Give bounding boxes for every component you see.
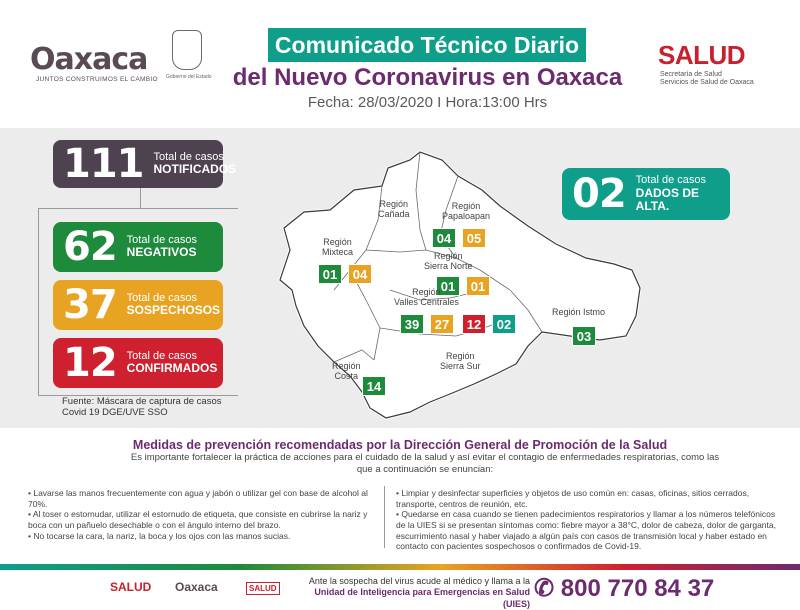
- footer-salud-logo: SALUD: [110, 580, 152, 594]
- phone-icon: ✆: [534, 575, 561, 602]
- region-valles-line1: Región: [412, 287, 441, 297]
- prevention-subtitle: [130, 452, 720, 476]
- discharged-label2: DADOS DE ALTA.: [635, 185, 700, 214]
- footer-line2: Unidad de Inteligencia para Emergencias en Salud (UIES): [314, 587, 530, 609]
- prevention-item: • Limpiar y desinfectar superficies y objetos de uso común en: casas, oficinas, sitios cerrados, transporte, centros de reunión, etc.: [396, 488, 776, 509]
- prevention-item: • Quedarse en casa cuando se tienen padecimientos respiratorios y llamar a los números telefónicos de la UIES si se presentan síntomas como: fiebre mayor a 38°C, dolor de cabeza, dolor de garganta, escurrimiento nasal y haber viajado a algún país con casos de transmisión local y haber estado en contacto con pacientes sospechosos o confirmados de Covid-19.: [396, 509, 776, 552]
- region-costa-line2: Costa: [334, 370, 359, 381]
- discharged-value: 02: [572, 171, 626, 217]
- suspected-card: [53, 280, 223, 330]
- region-sierra-norte-line2: Sierra Norte: [424, 260, 473, 271]
- sierra-norte-suspected-badge: 01: [466, 276, 490, 296]
- suspected-label2: SOSPECHOSOS: [126, 303, 221, 318]
- total-notified-label1: Total de casos: [153, 150, 224, 163]
- total-notified-card: [53, 140, 237, 188]
- istmo-discharged-badge: 03: [572, 326, 596, 346]
- footer-stripe: [0, 564, 800, 570]
- source-note: Fuente: Máscara de captura de casos Covid 19 DGE/UVE SSO: [62, 396, 222, 419]
- prevention-subtitle-line2: que a continuación se enuncian:: [356, 463, 494, 475]
- salud-subtitle-1: Secretaría de Salud: [660, 71, 722, 78]
- state-seal-icon: [172, 30, 202, 70]
- oaxaca-logo: Oaxaca: [30, 42, 148, 77]
- mixteca-negative-badge: 01: [318, 264, 342, 284]
- prevention-right-list: [396, 488, 776, 552]
- confirmed-card: [53, 338, 223, 388]
- oaxaca-tagline: JUNTOS CONSTRUIMOS EL CAMBIO: [36, 76, 158, 83]
- prevention-subtitle-line1: Es importante fortalecer la práctica de acciones para el cuidado de la salud y así evitar el contagio de enfermedades respiratorias, como las: [130, 452, 720, 463]
- prevention-item: • Lavarse las manos frecuentemente con agua y jabón o utilizar gel con base de alcohol al 70%.: [28, 488, 368, 509]
- prevention-item: • Al toser o estornudar, utilizar el estornudo de etiqueta, que consiste en cubrirse la nariz y boca con un pañuelo desechable o con el ángulo interno del brazo.: [28, 509, 368, 530]
- suspected-label1: Total de casos: [126, 291, 197, 304]
- valles-suspected-badge: 27: [430, 314, 454, 334]
- map-outline: [270, 140, 650, 428]
- footer-line1: Ante la sospecha del virus acude al médico y llama a la: [308, 576, 530, 586]
- region-costa-line1: Región: [332, 361, 361, 371]
- region-valles-line2: Valles Centrales: [394, 296, 459, 307]
- prevention-divider: [384, 486, 385, 548]
- prevention-left-list: [28, 488, 368, 541]
- salud-logo: SALUD: [658, 40, 746, 70]
- title-line-2: del Nuevo Coronavirus en Oaxaca: [232, 64, 623, 91]
- total-notified-label2: NOTIFICADOS: [153, 162, 237, 177]
- region-mixteca-label: [322, 238, 353, 258]
- negative-label2: NEGATIVOS: [126, 245, 197, 260]
- region-sierra-norte-line1: Región: [433, 251, 463, 261]
- region-sierra-norte-label: [424, 252, 473, 272]
- oaxaca-region-map: [270, 140, 650, 428]
- title-line-1: Comunicado Técnico Diario: [268, 28, 586, 62]
- prevention-title: Medidas de prevención recomendadas por la Dirección General de Promoción de la Salud: [132, 438, 668, 452]
- region-canada-label: [378, 200, 410, 220]
- region-canada-line2: Cañada: [378, 208, 410, 219]
- footer-message: [290, 576, 530, 610]
- confirmed-label2: CONFIRMADOS: [126, 361, 218, 376]
- region-sierra-sur-label: [440, 352, 481, 372]
- region-mixteca-line1: Región: [323, 237, 352, 247]
- negative-label1: Total de casos: [126, 233, 197, 246]
- footer-salud-small-logo: SALUD: [246, 582, 280, 595]
- region-sierra-sur-line2: Sierra Sur: [440, 360, 481, 371]
- papaloapan-suspected-badge: 05: [462, 228, 486, 248]
- region-istmo-label: Región Istmo: [552, 307, 606, 317]
- valles-negative-badge: 39: [400, 314, 424, 334]
- region-valles-label: [394, 288, 459, 308]
- region-canada-line1: Región: [379, 199, 409, 209]
- negative-card: [53, 222, 223, 272]
- region-costa-label: [332, 362, 361, 382]
- date-line: Fecha: 28/03/2020 I Hora:13:00 Hrs: [307, 94, 548, 111]
- prevention-item: • No tocarse la cara, la nariz, la boca y los ojos con las manos sucias.: [28, 531, 368, 542]
- costa-negative-badge: 14: [362, 376, 386, 396]
- discharged-label1: Total de casos: [635, 173, 706, 186]
- region-mixteca-line2: Mixteca: [322, 246, 354, 257]
- region-papaloapan-line2: Papaloapan: [442, 210, 491, 221]
- seal-caption: Gobierno del Estado: [166, 74, 212, 80]
- footer-phone-number: 800 770 84 37: [560, 575, 715, 602]
- confirmed-value: 12: [63, 340, 117, 386]
- footer-oaxaca-logo: Oaxaca: [175, 580, 218, 594]
- sierra-norte-negative-badge: 01: [436, 276, 460, 296]
- confirmed-label1: Total de casos: [126, 349, 197, 362]
- region-papaloapan-line1: Región: [451, 201, 481, 211]
- suspected-value: 37: [63, 282, 117, 328]
- region-papaloapan-label: [442, 202, 490, 222]
- footer-phone: [534, 574, 714, 603]
- total-notified-value: 111: [63, 141, 144, 187]
- valles-discharged-badge: 02: [492, 314, 516, 334]
- papaloapan-negative-badge: 04: [432, 228, 456, 248]
- region-sierra-sur-line1: Región: [445, 351, 475, 361]
- valles-confirmed-badge: 12: [462, 314, 486, 334]
- salud-subtitle-2: Servicios de Salud de Oaxaca: [660, 79, 754, 86]
- bracket-connector: [140, 188, 141, 208]
- negative-value: 62: [63, 224, 117, 270]
- mixteca-suspected-badge: 04: [348, 264, 372, 284]
